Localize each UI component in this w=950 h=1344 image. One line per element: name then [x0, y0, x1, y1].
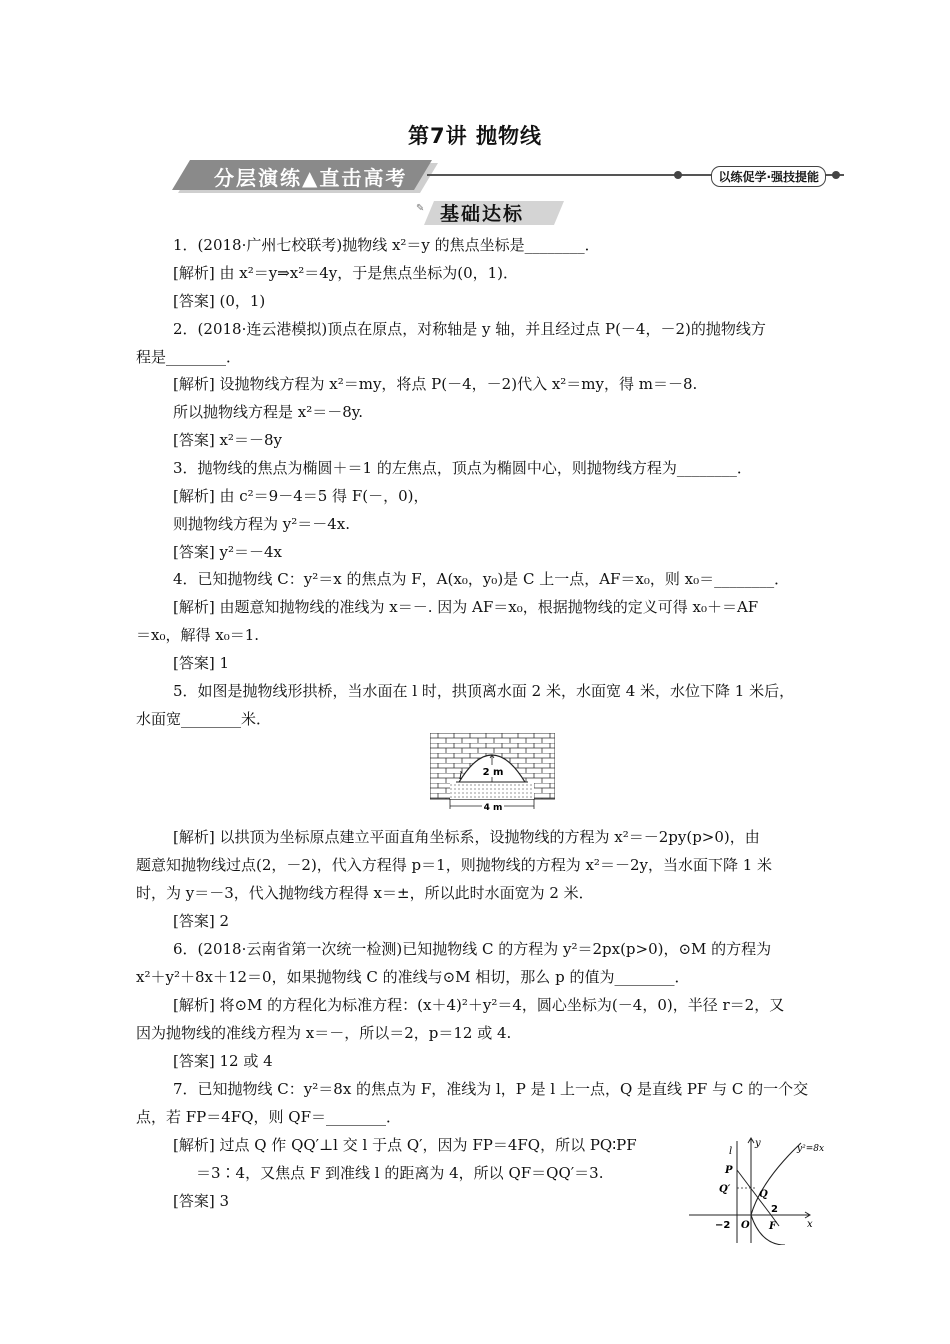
section-heading [418, 199, 568, 225]
q2-answer: [答案] x²＝－8y [173, 431, 282, 449]
fig-F-label: F [769, 1221, 777, 1232]
q4-answer: [答案] 1 [173, 654, 230, 672]
arch-height-label: 2 m [482, 767, 504, 778]
q6-analysis-line1: [解析] 将⊙M 的方程化为标准方程：(x＋4)²＋y²＝4，圆心坐标为(－4，0)，半径 r＝2，又 [173, 996, 785, 1014]
fig-2-label: 2 [771, 1204, 778, 1215]
q7-analysis-line2: ＝3∶4，又焦点 F 到准线 l 的距离为 4，所以 QF＝QQ′＝3. [196, 1164, 604, 1182]
q2-question-line1: 2．(2018·连云港模拟)顶点在原点，对称轴是 y 轴，并且经过点 P(－4，－2)的抛物线方 [173, 320, 766, 338]
q5-answer: [答案] 2 [173, 912, 230, 930]
arch-water-label: l [459, 771, 463, 782]
section-banner [172, 160, 844, 190]
q6-question-line1: 6．(2018·云南省第一次统一检测)已知抛物线 C 的方程为 y²＝2px(p>0)，⊙M 的方程为 [173, 940, 772, 958]
banner-tag: 以练促学·强技提能 [711, 166, 826, 187]
q3-answer: [答案] y²＝－4x [173, 543, 282, 561]
q2-analysis-line1: [解析] 设抛物线方程为 x²＝my，将点 P(－4，－2)代入 x²＝my，得 m＝－8. [173, 375, 698, 393]
q5-question-line1: 5．如图是抛物线形拱桥，当水面在 l 时，拱顶离水面 2 米，水面宽 4 米，水位下降 1 米后， [173, 682, 795, 700]
q5-question-line2: 水面宽________米． [136, 710, 272, 728]
q4-analysis-line1: [解析] 由题意知抛物线的准线为 x＝－. 因为 AF＝x₀，根据抛物线的定义可得 x₀＋＝AF [173, 598, 759, 616]
parabola-figure [685, 1133, 845, 1245]
q3-question: 3．抛物线的焦点为椭圆＋＝1 的左焦点，顶点为椭圆中心，则抛物线方程为________． [173, 459, 752, 477]
section-heading-text: 基础达标 [440, 203, 525, 225]
fig-O-label: O [741, 1220, 750, 1231]
fig-l-label: l [729, 1146, 733, 1157]
fig-minus2-label: −2 [715, 1220, 731, 1231]
fig-Qprime-label: Q′ [719, 1184, 731, 1195]
q5-analysis-line2: 题意知抛物线过点(2，－2)，代入方程得 p＝1，则抛物线的方程为 x²＝－2y，当水面下降 1 米 [136, 856, 773, 874]
banner-dot-right [832, 171, 840, 179]
q4-question: 4．已知抛物线 C：y²＝x 的焦点为 F，A(x₀，y₀)是 C 上一点，AF＝x₀，则 x₀＝________． [173, 570, 790, 588]
q6-answer: [答案] 12 或 4 [173, 1052, 273, 1070]
fig-y-label: y [755, 1138, 761, 1149]
q5-analysis-line1: [解析] 以拱顶为坐标原点建立平面直角坐标系，设抛物线的方程为 x²＝－2py(p>0)，由 [173, 828, 760, 846]
q7-question-line1: 7．已知抛物线 C：y²＝8x 的焦点为 F，准线为 l，P 是 l 上一点，Q 是直线 PF 与 C 的一个交 [173, 1080, 809, 1098]
q7-analysis-line1: [解析] 过点 Q 作 QQ′⊥l 交 l 于点 Q′，因为 FP＝4FQ，所以 PQ∶PF [173, 1136, 637, 1154]
q6-analysis-line2: 因为抛物线的准线方程为 x＝－，所以＝2，p＝12 或 4. [136, 1024, 512, 1042]
q7-answer: [答案] 3 [173, 1192, 230, 1210]
q1-question: 1．(2018·广州七校联考)抛物线 x²＝y 的焦点坐标是________． [173, 236, 600, 254]
q6-question-line2: x²＋y²＋8x＋12＝0，如果抛物线 C 的准线与⊙M 相切，那么 p 的值为________． [136, 968, 690, 986]
q4-analysis-line2: ＝x₀，解得 x₀＝1. [136, 626, 260, 644]
arch-width-label: 4 m [483, 803, 503, 813]
page-title: 第7讲 抛物线 [408, 124, 542, 148]
q2-analysis-line2: 所以抛物线方程是 x²＝－8y. [173, 403, 364, 421]
q1-analysis: [解析] 由 x²＝y⇒x²＝4y，于是焦点坐标为(0，1)． [173, 264, 519, 282]
fig-curve-label: y²=8x [797, 1144, 825, 1154]
banner-dot-left [674, 171, 682, 179]
q7-question-line2: 点，若 FP＝4FQ，则 QF＝________． [136, 1108, 401, 1126]
q3-analysis-line2: 则抛物线方程为 y²＝－4x. [173, 515, 351, 533]
fig-Q-label: Q [759, 1189, 768, 1200]
q5-analysis-line3: 时，为 y＝－3，代入抛物线方程得 x＝±，所以此时水面宽为 2 米． [136, 884, 594, 902]
fig-P-label: P [725, 1165, 733, 1176]
q1-answer: [答案] (0，1) [173, 292, 266, 310]
q2-question-line2: 程是________． [136, 348, 242, 366]
fig-x-label: x [807, 1219, 813, 1230]
arch-bridge-figure [430, 733, 555, 813]
q3-analysis-line1: [解析] 由 c²＝9－4＝5 得 F(－，0)， [173, 487, 429, 505]
banner-text: 分层演练▲直击高考 [214, 166, 408, 190]
pencil-icon: ✎ [416, 203, 425, 214]
